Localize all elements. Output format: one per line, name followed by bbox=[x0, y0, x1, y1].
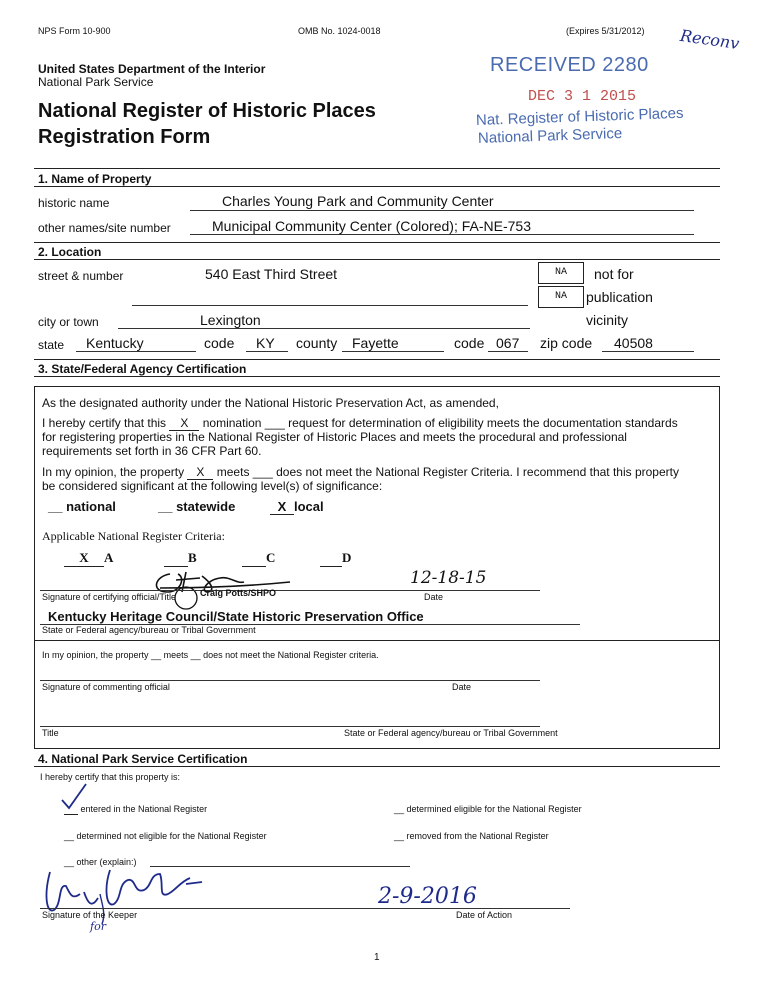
cert-box-left bbox=[34, 386, 35, 748]
divider bbox=[34, 168, 720, 169]
cert-box-right bbox=[719, 386, 720, 748]
nps-certify-intro: I hereby certify that this property is: bbox=[40, 772, 181, 782]
title-label: Title bbox=[42, 728, 59, 738]
certify-date-value: 12-18-15 bbox=[410, 568, 487, 588]
divider bbox=[34, 186, 720, 187]
shpo-office: Kentucky Heritage Council/State Historic Preservation Office bbox=[48, 609, 424, 624]
agency2-label: State or Federal agency/bureau or Tribal Government bbox=[344, 728, 558, 738]
code-label: code bbox=[204, 335, 235, 351]
page-number: 1 bbox=[374, 952, 380, 963]
level-statewide[interactable]: __ statewide bbox=[158, 499, 236, 514]
level-local-x: X bbox=[270, 499, 294, 515]
divider bbox=[34, 259, 720, 260]
other-names-value: Municipal Community Center (Colored); FA-NE-753 bbox=[212, 218, 531, 234]
na-box-publication[interactable]: NA bbox=[538, 286, 584, 308]
option-entered-text: entered in the National Register bbox=[80, 804, 208, 814]
divider bbox=[34, 359, 720, 360]
county-value: Fayette bbox=[352, 335, 399, 351]
level-local-text: local bbox=[294, 499, 324, 514]
city-label: city or town bbox=[38, 315, 99, 329]
option-not-eligible[interactable]: __ determined not eligible for the National Register bbox=[64, 831, 267, 841]
vicinity-label: vicinity bbox=[586, 312, 629, 328]
form-title-line2: Registration Form bbox=[38, 126, 211, 148]
opinion-line2: be considered significant at the following level(s) of significance: bbox=[42, 479, 383, 493]
divider bbox=[34, 376, 720, 377]
commenting-official-label: Signature of commenting official bbox=[42, 682, 170, 692]
field-underline bbox=[342, 351, 444, 352]
date-label: Date bbox=[424, 592, 444, 602]
zip-label: zip code bbox=[540, 335, 593, 351]
form-title-line1: National Register of Historic Places bbox=[38, 100, 376, 122]
state-code-value: KY bbox=[256, 335, 275, 351]
option-eligible[interactable]: __ determined eligible for the National Register bbox=[394, 804, 582, 814]
divider bbox=[34, 242, 720, 243]
field-underline bbox=[190, 234, 694, 235]
certify-text-b: nomination ___ request for determination of eligibility meets the documentation standards bbox=[202, 416, 678, 430]
commenting-opinion: In my opinion, the property __ meets __ does not meet the National Register criteria. bbox=[42, 650, 379, 660]
street-value: 540 East Third Street bbox=[205, 266, 338, 282]
field-underline bbox=[118, 328, 530, 329]
criterion-a-letter: A bbox=[104, 550, 114, 565]
action-date-label: Date of Action bbox=[456, 910, 513, 920]
criterion-d-letter: D bbox=[342, 550, 352, 565]
publication-label: publication bbox=[586, 289, 653, 305]
department-name: United States Department of the Interior bbox=[38, 62, 266, 76]
criterion-d[interactable] bbox=[320, 550, 351, 567]
level-local[interactable] bbox=[270, 499, 324, 515]
field-underline bbox=[190, 210, 694, 211]
option-entered-blank bbox=[64, 804, 78, 815]
date2-label: Date bbox=[452, 682, 472, 692]
opinion-text-b: meets ___ does not meet the National Register Criteria. I recommend that this property bbox=[216, 465, 679, 479]
certify-line3: requirements set forth in 36 CFR Part 60. bbox=[42, 444, 262, 458]
service-name: National Park Service bbox=[38, 75, 154, 89]
certifying-signature bbox=[140, 562, 300, 612]
field-underline bbox=[602, 351, 694, 352]
opinion-x: X bbox=[187, 465, 213, 480]
divider bbox=[34, 766, 720, 767]
not-for-label: not for bbox=[594, 266, 634, 282]
state-value: Kentucky bbox=[86, 335, 144, 351]
keeper-signature-label: Signature of the Keeper bbox=[42, 910, 138, 920]
option-other[interactable]: __ other (explain:) bbox=[64, 857, 137, 867]
zip-value: 40508 bbox=[614, 335, 653, 351]
signature-line bbox=[40, 726, 540, 727]
criterion-a[interactable] bbox=[64, 550, 113, 567]
field-underline bbox=[246, 351, 288, 352]
signature-certifying-label: Signature of certifying official/Title bbox=[42, 592, 177, 602]
section2-heading: 2. Location bbox=[38, 245, 102, 259]
historic-name-value: Charles Young Park and Community Center bbox=[222, 193, 494, 209]
city-value: Lexington bbox=[200, 312, 261, 328]
criteria-label: Applicable National Register Criteria: bbox=[42, 529, 225, 543]
expiration: (Expires 5/31/2012) bbox=[566, 26, 645, 36]
certify-line2: for registering properties in the National Register of Historic Places and meets the procedural and professional bbox=[42, 430, 627, 444]
level-national[interactable]: __ national bbox=[48, 499, 116, 514]
county-code-value: 067 bbox=[496, 335, 520, 351]
received-date-stamp: DEC 3 1 2015 bbox=[528, 88, 637, 105]
certify-text-a: I hereby certify that this bbox=[42, 416, 167, 430]
other-names-label: other names/site number bbox=[38, 221, 171, 235]
divider bbox=[34, 748, 720, 749]
criterion-c-letter: C bbox=[266, 550, 276, 565]
criterion-d-blank bbox=[320, 550, 342, 567]
state-label: state bbox=[38, 338, 65, 352]
field-underline bbox=[132, 305, 528, 306]
option-entered[interactable] bbox=[64, 804, 207, 815]
field-underline bbox=[76, 351, 196, 352]
certify-label bbox=[42, 416, 678, 431]
certifying-official-name: Craig Potts/SHPO bbox=[200, 588, 277, 598]
historic-name-label: historic name bbox=[38, 196, 110, 210]
option-removed[interactable]: __ removed from the National Register bbox=[394, 831, 549, 841]
authority-statement: As the designated authority under the National Historic Preservation Act, as amended, bbox=[42, 396, 499, 410]
field-underline bbox=[488, 351, 528, 352]
section3-heading: 3. State/Federal Agency Certification bbox=[38, 362, 247, 376]
county-code-label: code bbox=[454, 335, 485, 351]
opinion-label bbox=[42, 465, 679, 480]
county-label: county bbox=[296, 335, 338, 351]
agency-label: State or Federal agency/bureau or Tribal Government bbox=[42, 625, 256, 635]
certify-x: X bbox=[169, 416, 199, 431]
stamp-line2: National Park Service bbox=[477, 124, 623, 147]
corner-handwriting: Reconv bbox=[678, 25, 741, 54]
signature-line bbox=[40, 680, 540, 681]
section4-heading: 4. National Park Service Certification bbox=[38, 752, 248, 766]
cert-box-top bbox=[34, 386, 720, 387]
na-box-not-for[interactable]: NA bbox=[538, 262, 584, 284]
for-note: for bbox=[90, 920, 106, 933]
signature-line bbox=[40, 908, 570, 909]
divider bbox=[34, 640, 720, 641]
received-stamp: RECEIVED 2280 bbox=[490, 54, 649, 76]
criterion-a-x: X bbox=[64, 550, 104, 567]
section1-heading: 1. Name of Property bbox=[38, 172, 152, 186]
stamp-line1: Nat. Register of Historic Places bbox=[475, 104, 684, 129]
keeper-signature bbox=[40, 864, 230, 936]
form-number: NPS Form 10-900 bbox=[38, 26, 111, 36]
omb-number: OMB No. 1024-0018 bbox=[298, 26, 381, 36]
action-date-value: 2-9-2016 bbox=[378, 884, 477, 909]
opinion-text-a: In my opinion, the property bbox=[42, 465, 185, 479]
signature-line bbox=[40, 590, 540, 591]
criterion-b-letter: B bbox=[188, 550, 197, 565]
street-label: street & number bbox=[38, 269, 124, 283]
